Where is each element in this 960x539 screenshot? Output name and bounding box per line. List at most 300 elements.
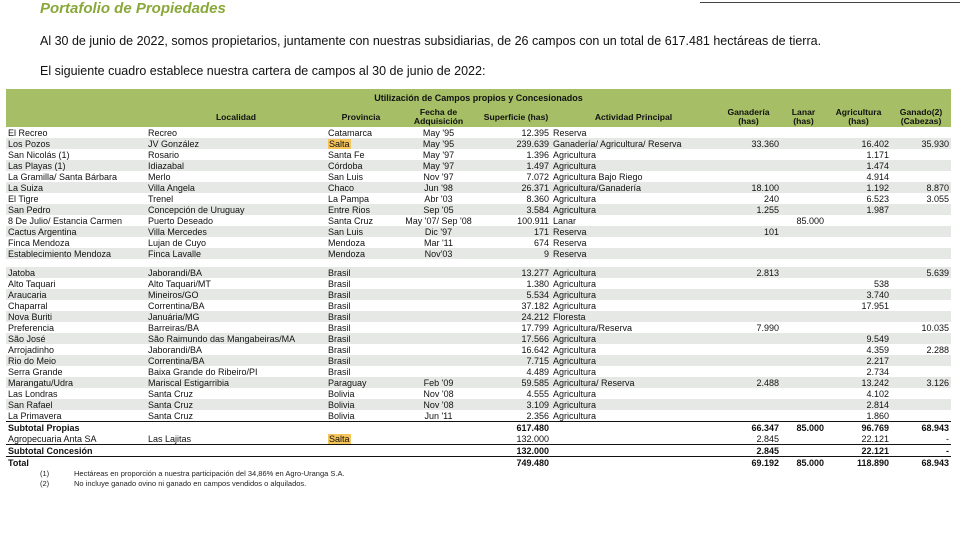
- cell-fecha: [396, 433, 481, 445]
- header-actividad: Actividad Principal: [551, 107, 716, 127]
- cell-superficie: [481, 300, 551, 311]
- cell-localidad: [146, 377, 326, 388]
- cell-fecha: [396, 366, 481, 377]
- cell-text: Brasil: [328, 311, 351, 322]
- cell-text: May '97: [422, 160, 455, 171]
- cell-provincia: [326, 300, 396, 311]
- table-row: [6, 366, 951, 377]
- cell-ganaderia: [716, 278, 781, 289]
- cell-text: 2.845: [756, 445, 779, 456]
- cell-provincia: [326, 171, 396, 182]
- cell-agricultura: [826, 457, 891, 469]
- cell-text: 9: [543, 248, 549, 259]
- cell-localidad: [146, 333, 326, 344]
- cell-text: San Luis: [328, 171, 364, 182]
- cell-superficie: [481, 433, 551, 445]
- cell-provincia: [326, 193, 396, 204]
- cell-text: 171: [533, 226, 549, 237]
- header-superficie: Superficie (has): [481, 107, 551, 127]
- cell-superficie: [481, 457, 551, 469]
- cell-text: Feb '09: [423, 377, 454, 388]
- cell-superficie: [481, 377, 551, 388]
- cell-superficie: [481, 182, 551, 193]
- cell-ganado: [891, 457, 951, 469]
- cell-text: Nov '97: [423, 171, 454, 182]
- cell-text: Agricultura: [553, 267, 597, 278]
- cell-fecha: [396, 322, 481, 333]
- cell-ganado: [891, 226, 951, 237]
- header-provincia: Provincia: [326, 107, 396, 127]
- cell-ganado: [891, 248, 951, 259]
- cell-lanar: [781, 399, 826, 410]
- cell-ganado: [891, 127, 951, 138]
- cell-text: 1.255: [756, 204, 779, 215]
- cell-text: Agricultura: [553, 193, 597, 204]
- cell-lanar: [781, 366, 826, 377]
- cell-agricultura: [826, 149, 891, 160]
- cell-campo: [6, 300, 146, 311]
- cell-fecha: [396, 259, 481, 267]
- cell-text: 69.192: [751, 457, 779, 468]
- cell-text: 96.769: [861, 422, 889, 433]
- cell-text: 68.943: [921, 422, 950, 433]
- cell-text: 1.171: [866, 149, 889, 160]
- cell-text: 33.360: [751, 138, 779, 149]
- cell-agricultura: [826, 215, 891, 226]
- cell-ganado: [891, 237, 951, 248]
- cell-provincia: [326, 289, 396, 300]
- cell-lanar: [781, 322, 826, 333]
- cell-text: 17.951: [861, 300, 889, 311]
- cell-text: 2.845: [756, 433, 779, 444]
- cell-agricultura: [826, 204, 891, 215]
- cell-fecha: [396, 193, 481, 204]
- cell-campo: [6, 355, 146, 366]
- cell-fecha: [396, 410, 481, 422]
- cell-lanar: [781, 149, 826, 160]
- cell-text: Jun '98: [424, 182, 453, 193]
- cell-localidad: [146, 193, 326, 204]
- cell-provincia: [326, 311, 396, 322]
- cell-superficie: [481, 366, 551, 377]
- cell-actividad: [551, 127, 716, 138]
- cell-ganado: [891, 433, 951, 445]
- cell-campo: [6, 311, 146, 322]
- cell-text: Brasil: [328, 267, 351, 278]
- cell-actividad: [551, 311, 716, 322]
- footnote-key: (2): [40, 479, 50, 488]
- cell-fecha: [396, 226, 481, 237]
- cell-text: 59.585: [521, 377, 549, 388]
- table-row: [6, 377, 951, 388]
- cell-ganaderia: [716, 388, 781, 399]
- cell-text: 26.371: [521, 182, 549, 193]
- cell-agricultura: [826, 193, 891, 204]
- cell-text: Lujan de Cuyo: [148, 237, 207, 248]
- cell-provincia: [326, 160, 396, 171]
- cell-fecha: [396, 399, 481, 410]
- cell-text: San Rafael: [8, 399, 53, 410]
- cell-lanar: [781, 226, 826, 237]
- cell-fecha: [396, 278, 481, 289]
- cell-text: 118.890: [856, 457, 889, 468]
- cell-text: 66.347: [751, 422, 779, 433]
- cell-agricultura: [826, 182, 891, 193]
- intro-paragraph: Al 30 de junio de 2022, somos propietarios, juntamente con nuestras subsidiarias, de 26 campos con un total de 617.481 hectáreas de tierra.: [40, 34, 822, 48]
- cell-fecha: [396, 300, 481, 311]
- cell-text: Entre Rios: [328, 204, 371, 215]
- cell-text: -: [946, 445, 950, 456]
- cell-ganaderia: [716, 422, 781, 434]
- cell-ganado: [891, 333, 951, 344]
- cell-fecha: [396, 422, 481, 434]
- cell-actividad: [551, 422, 716, 434]
- header-lanar: Lanar (has): [781, 107, 826, 127]
- cell-text: 2.217: [866, 355, 889, 366]
- cell-agricultura: [826, 127, 891, 138]
- cell-lanar: [781, 457, 826, 469]
- cell-superficie: [481, 410, 551, 422]
- cell-text: Mendoza: [328, 248, 366, 259]
- cell-text: Agricultura/Reserva: [553, 322, 633, 333]
- cell-localidad: [146, 171, 326, 182]
- cell-actividad: [551, 289, 716, 300]
- cell-localidad: [146, 457, 326, 469]
- cell-text: Nov '08: [423, 399, 454, 410]
- cell-agricultura: [826, 399, 891, 410]
- table-row: [6, 422, 951, 434]
- cell-text: Agricultura: [553, 399, 597, 410]
- cell-text: Floresta: [553, 311, 586, 322]
- cell-localidad: [146, 344, 326, 355]
- cell-campo: [6, 248, 146, 259]
- cell-text: 7.072: [526, 171, 549, 182]
- cell-agricultura: [826, 160, 891, 171]
- cell-text: 16.642: [521, 344, 549, 355]
- cell-actividad: [551, 248, 716, 259]
- cell-ganaderia: [716, 138, 781, 149]
- cell-lanar: [781, 182, 826, 193]
- cell-text: 10.035: [921, 322, 950, 333]
- cell-fecha: [396, 445, 481, 457]
- cell-provincia: [326, 422, 396, 434]
- cell-fecha: [396, 182, 481, 193]
- cell-text: San Nicolás (1): [8, 149, 70, 160]
- cell-fecha: [396, 215, 481, 226]
- cell-text: 24.212: [521, 311, 549, 322]
- cell-text: Salta: [329, 138, 350, 149]
- cell-ganado: [891, 149, 951, 160]
- cell-actividad: [551, 410, 716, 422]
- cell-actividad: [551, 457, 716, 469]
- table-row: [6, 344, 951, 355]
- cell-ganaderia: [716, 127, 781, 138]
- cell-text: 538: [873, 278, 889, 289]
- cell-provincia: [326, 377, 396, 388]
- cell-agricultura: [826, 278, 891, 289]
- cell-text: Dic '97: [424, 226, 453, 237]
- table-row: [6, 149, 951, 160]
- cell-text: 2.734: [866, 366, 889, 377]
- cell-ganaderia: [716, 193, 781, 204]
- cell-text: 17.799: [521, 322, 549, 333]
- cell-provincia: [326, 410, 396, 422]
- cell-actividad: [551, 193, 716, 204]
- cell-provincia: [326, 259, 396, 267]
- cell-text: Brasil: [328, 322, 351, 333]
- cell-text: La Suiza: [8, 182, 44, 193]
- cell-text: Jaborandi/BA: [148, 267, 203, 278]
- cell-text: May '95: [422, 127, 455, 138]
- cell-text: Chaco: [328, 182, 355, 193]
- cell-campo: [6, 204, 146, 215]
- cell-text: Las Playas (1): [8, 160, 66, 171]
- cell-text: 6.523: [866, 193, 889, 204]
- cell-lanar: [781, 344, 826, 355]
- footnote-key: (1): [40, 469, 50, 478]
- cell-superficie: [481, 149, 551, 160]
- cell-text: 85.000: [796, 215, 824, 226]
- cell-text: Finca Mendoza: [8, 237, 70, 248]
- cell-lanar: [781, 215, 826, 226]
- cell-localidad: [146, 160, 326, 171]
- cell-text: La Primavera: [8, 410, 62, 421]
- cell-actividad: [551, 377, 716, 388]
- cell-provincia: [326, 226, 396, 237]
- cell-ganado: [891, 399, 951, 410]
- cell-provincia: [326, 215, 396, 226]
- cell-campo: [6, 278, 146, 289]
- cell-text: Bolivia: [328, 388, 355, 399]
- cell-ganado: [891, 193, 951, 204]
- cell-campo: [6, 182, 146, 193]
- cell-text: Jatoba: [8, 267, 36, 278]
- cell-text: Januária/MG: [148, 311, 200, 322]
- cell-provincia: [326, 333, 396, 344]
- cell-text: Abr '03: [424, 193, 453, 204]
- cell-text: Agricultura: [553, 160, 597, 171]
- cell-localidad: [146, 355, 326, 366]
- cell-actividad: [551, 355, 716, 366]
- cell-localidad: [146, 204, 326, 215]
- cell-text: Sep '05: [423, 204, 454, 215]
- cell-actividad: [551, 171, 716, 182]
- cell-superficie: [481, 445, 551, 457]
- cell-ganado: [891, 388, 951, 399]
- cell-text: 617.480: [516, 422, 549, 433]
- cell-campo: [6, 377, 146, 388]
- cell-text: 5.639: [926, 267, 950, 278]
- table-row: [6, 399, 951, 410]
- cell-ganado: [891, 311, 951, 322]
- cell-text: 2.814: [866, 399, 889, 410]
- cell-text: Total: [8, 457, 29, 468]
- cell-text: 4.914: [866, 171, 889, 182]
- table-row: [6, 267, 951, 278]
- cell-fecha: [396, 311, 481, 322]
- cell-localidad: [146, 311, 326, 322]
- table-row: [6, 278, 951, 289]
- cell-provincia: [326, 355, 396, 366]
- cell-lanar: [781, 193, 826, 204]
- cell-lanar: [781, 259, 826, 267]
- cell-provincia: [326, 237, 396, 248]
- cell-text: 4.102: [866, 388, 889, 399]
- table-row: [6, 333, 951, 344]
- cell-lanar: [781, 377, 826, 388]
- cell-ganado: [891, 171, 951, 182]
- cell-text: Mendoza: [328, 237, 366, 248]
- cell-text: Las Lajitas: [148, 433, 192, 444]
- cell-localidad: [146, 149, 326, 160]
- table-row: [6, 138, 951, 149]
- cell-agricultura: [826, 388, 891, 399]
- table-row: [6, 127, 951, 138]
- cell-text: Nov '08: [423, 388, 454, 399]
- table-row: [6, 388, 951, 399]
- cell-fecha: [396, 127, 481, 138]
- cell-actividad: [551, 445, 716, 457]
- cell-ganaderia: [716, 410, 781, 422]
- cell-text: 8.360: [526, 193, 549, 204]
- cell-text: Preferencia: [8, 322, 55, 333]
- cell-campo: [6, 366, 146, 377]
- cell-text: Brasil: [328, 355, 351, 366]
- cell-text: São José: [8, 333, 46, 344]
- cell-text: El Recreo: [8, 127, 48, 138]
- cell-actividad: [551, 267, 716, 278]
- cell-campo: [6, 127, 146, 138]
- cell-text: 37.182: [521, 300, 549, 311]
- cell-text: 5.534: [526, 289, 549, 300]
- footnote: [6, 469, 345, 478]
- cell-ganaderia: [716, 259, 781, 267]
- table-row: [6, 289, 951, 300]
- cell-provincia: [326, 445, 396, 457]
- table-row: [6, 259, 951, 267]
- cell-superficie: [481, 355, 551, 366]
- cell-ganaderia: [716, 344, 781, 355]
- cell-campo: [6, 289, 146, 300]
- cell-localidad: [146, 138, 326, 149]
- properties-table: [6, 89, 951, 468]
- cell-agricultura: [826, 355, 891, 366]
- cell-superficie: [481, 215, 551, 226]
- cell-text: Brasil: [328, 344, 351, 355]
- cell-agricultura: [826, 138, 891, 149]
- cell-superficie: [481, 193, 551, 204]
- cell-text: Reserva: [553, 248, 587, 259]
- cell-text: 18.100: [751, 182, 779, 193]
- cell-text: 3.126: [926, 377, 950, 388]
- cell-fecha: [396, 267, 481, 278]
- cell-text: 100.911: [517, 215, 549, 226]
- cell-campo: [6, 215, 146, 226]
- cell-localidad: [146, 388, 326, 399]
- cell-provincia: [326, 138, 396, 149]
- cell-superficie: [481, 127, 551, 138]
- cell-campo: [6, 399, 146, 410]
- cell-ganaderia: [716, 445, 781, 457]
- cell-text: 9.549: [866, 333, 889, 344]
- cell-text: Puerto Deseado: [148, 215, 214, 226]
- table-row: [6, 193, 951, 204]
- cell-ganado: [891, 445, 951, 457]
- cell-text: 4.359: [866, 344, 889, 355]
- cell-text: 2.288: [926, 344, 950, 355]
- cell-text: May '97: [422, 149, 455, 160]
- cell-campo: [6, 322, 146, 333]
- cell-text: 1.860: [866, 410, 889, 421]
- cell-provincia: [326, 127, 396, 138]
- table-row: [6, 182, 951, 193]
- cell-text: 8 De Julio/ Estancia Carmen: [8, 215, 123, 226]
- cell-text: 68.943: [921, 457, 950, 468]
- cell-campo: [6, 410, 146, 422]
- table-row: [6, 445, 951, 457]
- cell-text: 3.109: [526, 399, 549, 410]
- cell-fecha: [396, 355, 481, 366]
- cell-text: Mariscal Estigarribia: [148, 377, 230, 388]
- table-row: [6, 237, 951, 248]
- cell-fecha: [396, 344, 481, 355]
- cell-campo: [6, 237, 146, 248]
- cell-text: La Pampa: [328, 193, 370, 204]
- cell-ganaderia: [716, 322, 781, 333]
- cell-actividad: [551, 237, 716, 248]
- cell-text: Catamarca: [328, 127, 373, 138]
- cell-text: Santa Cruz: [148, 410, 194, 421]
- cell-text: 3.055: [926, 193, 950, 204]
- cell-text: Agricultura: [553, 149, 597, 160]
- cell-ganaderia: [716, 267, 781, 278]
- cell-text: Subtotal Concesión: [8, 445, 93, 456]
- cell-text: Agricultura: [553, 344, 597, 355]
- cell-ganado: [891, 355, 951, 366]
- cell-superficie: [481, 237, 551, 248]
- cell-lanar: [781, 311, 826, 322]
- cell-campo: [6, 138, 146, 149]
- cell-text: 101: [763, 226, 779, 237]
- cell-text: Agricultura: [553, 410, 597, 421]
- cell-superficie: [481, 344, 551, 355]
- cell-superficie: [481, 289, 551, 300]
- cell-text: 2.488: [756, 377, 779, 388]
- cell-campo: [6, 160, 146, 171]
- cell-provincia: [326, 344, 396, 355]
- cell-text: El Tigre: [8, 193, 39, 204]
- cell-text: Chaparral: [8, 300, 48, 311]
- cell-localidad: [146, 399, 326, 410]
- cell-fecha: [396, 160, 481, 171]
- cell-text: 8.870: [926, 182, 950, 193]
- cell-localidad: [146, 259, 326, 267]
- cell-ganado: [891, 322, 951, 333]
- cell-localidad: [146, 267, 326, 278]
- cell-localidad: [146, 366, 326, 377]
- cell-text: 1.380: [526, 278, 549, 289]
- cell-provincia: [326, 322, 396, 333]
- cell-text: Brasil: [328, 300, 351, 311]
- cell-ganaderia: [716, 289, 781, 300]
- table-row: [6, 410, 951, 422]
- cell-text: Reserva: [553, 237, 587, 248]
- cell-ganaderia: [716, 171, 781, 182]
- cell-text: Agricultura: [553, 278, 597, 289]
- cell-lanar: [781, 422, 826, 434]
- cell-actividad: [551, 138, 716, 149]
- cell-actividad: [551, 204, 716, 215]
